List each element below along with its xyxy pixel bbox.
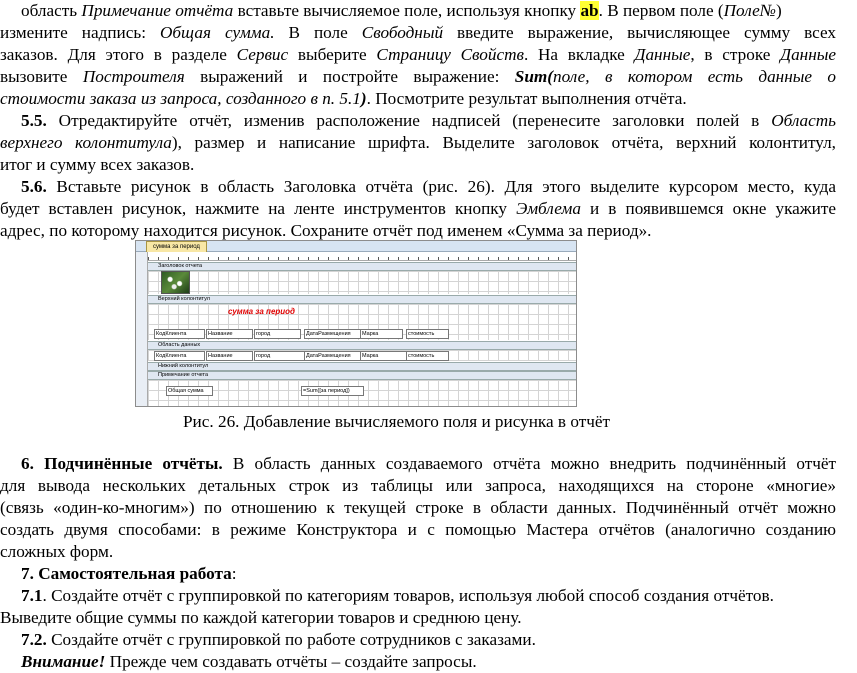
task-7-2: 7.2. Создайте отчёт с группировкой по работе сотрудников с заказами. bbox=[21, 630, 536, 649]
section-6-line-5: сложных форм. bbox=[0, 542, 114, 561]
para-5-5-line-3: итог и сумму всех заказов. bbox=[0, 155, 195, 174]
para-5-6-line-3: адрес, по которому находится рисунок. Сохраните отчёт под именем «Сумма за период». bbox=[0, 221, 652, 240]
section-6-line-3: (связь «один-ко-многим») по отношению к текущей строке в области данных. Подчинённый отчёт можно bbox=[0, 498, 836, 517]
figure-caption: Рис. 26. Добавление вычисляемого поля и рисунка в отчёт bbox=[183, 412, 611, 431]
designer-tab-bar bbox=[136, 241, 576, 252]
header-label-5: Марка bbox=[360, 329, 403, 339]
para-5-4-line-5: стоимости заказа из запроса, созданного в п. 5.1). Посмотрите результат выполнения отчёта. bbox=[0, 89, 687, 108]
section-6-line-1: 6. Подчинённые отчёты. В область данных создаваемого отчёта можно внедрить подчинённый отчёт bbox=[21, 454, 836, 473]
section-6-line-4: создать двумя способами: в режиме Конструктора и с помощью Мастера отчётов (аналогично созданию bbox=[0, 520, 836, 539]
ab-button-highlight: ab bbox=[580, 1, 599, 20]
section-report-footer: Примечание отчета bbox=[148, 371, 576, 380]
header-label-4: ДатаРазмещения bbox=[304, 329, 361, 339]
para-5-5-line-1: 5.5. Отредактируйте отчёт, изменив расположение надписей (перенесите заголовки полей в Область bbox=[21, 111, 836, 130]
header-label-1: КодКлиента bbox=[154, 329, 205, 339]
section-7-heading: 7. Самостоятельная работа: bbox=[21, 564, 237, 583]
footer-label-total: Общая сумма bbox=[166, 386, 213, 396]
designer-tab: сумма за период bbox=[146, 241, 207, 252]
task-7-1-line-2: Выведите общие суммы по каждой категории товаров и среднюю цену. bbox=[0, 608, 522, 627]
horizontal-ruler bbox=[148, 252, 576, 261]
task-7-1-line-1: 7.1. Создайте отчёт с группировкой по категориям товаров, используя любой способ создания отчётов. bbox=[21, 586, 774, 605]
vertical-ruler bbox=[136, 252, 148, 406]
section-detail: Область данных bbox=[148, 341, 576, 350]
para-5-4-line-1: область Примечание отчёта вставьте вычисляемое поле, используя кнопку ab. В первом поле (Поле№) bbox=[21, 1, 782, 20]
logo-image bbox=[161, 271, 190, 294]
detail-field-5: Марка bbox=[360, 351, 407, 361]
section-page-footer: Нижний колонтитул bbox=[148, 362, 576, 371]
header-label-3: город bbox=[254, 329, 301, 339]
footer-sum-expression: =Sum([за период]) bbox=[301, 386, 364, 396]
detail-field-2: Название bbox=[206, 351, 253, 361]
section-6-line-2: для вывода нескольких детальных строк из таблицы или запроса, находящихся на стороне «многие» bbox=[0, 476, 836, 495]
report-title-label: сумма за период bbox=[228, 307, 295, 316]
para-5-4-line-2: измените надпись: Общая сумма. В поле Свободный введите выражение, вычисляющее сумму всех bbox=[0, 23, 836, 42]
para-5-4-line-3: заказов. Для этого в разделе Сервис выберите Страницу Свойств. На вкладке Данные, в строке Данные bbox=[0, 45, 836, 64]
detail-field-1: КодКлиента bbox=[154, 351, 205, 361]
detail-field-6: стоимость bbox=[406, 351, 449, 361]
report-header-grid bbox=[148, 271, 576, 294]
para-5-6-line-1: 5.6. Вставьте рисунок в область Заголовка отчёта (рис. 26). Для этого выделите курсором место, куда bbox=[21, 177, 836, 196]
section-report-header: Заголовок отчета bbox=[148, 262, 576, 271]
para-5-5-line-2: верхнего колонтитула), размер и написание шрифта. Выделите заголовок отчёта, верхний колонтитул, bbox=[0, 133, 836, 152]
header-label-6: стоимость bbox=[406, 329, 449, 339]
detail-field-3: город bbox=[254, 351, 305, 361]
warning-note: Внимание! Прежде чем создавать отчёты – создайте запросы. bbox=[21, 652, 477, 671]
report-designer-screenshot bbox=[135, 240, 577, 407]
para-5-4-line-4: вызовите Построителя выражений и постройте выражение: Sum(поле, в котором есть данные о bbox=[0, 67, 837, 86]
para-5-6-line-2: будет вставлен рисунок, нажмите на ленте инструментов кнопку Эмблема и в появившемся окне укажите bbox=[0, 199, 837, 218]
header-label-2: Название bbox=[206, 329, 253, 339]
section-page-header: Верхний колонтитул bbox=[148, 295, 576, 304]
detail-field-4: ДатаРазмещения bbox=[304, 351, 361, 361]
